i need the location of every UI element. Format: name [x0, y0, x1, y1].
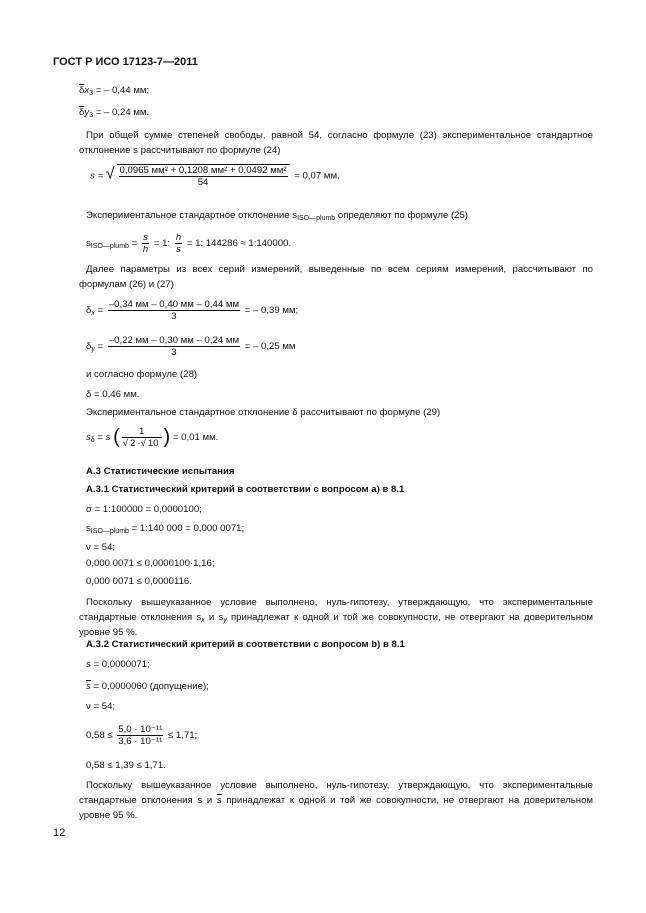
- a32-inequality-2: 0,58 ≤ 1,39 ≤ 1,71.: [86, 760, 166, 771]
- a31-inequality-1: 0,000 0071 ≤ 0,0000100·1,16;: [86, 558, 215, 569]
- formula-24-denominator: 54: [197, 177, 209, 188]
- formula-24-lhs: s =: [90, 170, 104, 182]
- formula-25-result: = 1: 144286 ≈ 1:140000.: [186, 238, 292, 250]
- page-number: 12: [53, 827, 66, 839]
- paragraph-degrees-freedom: При общей сумме степеней свободы, равной 54, согласно формуле (23) экспериментальное стандартное отклонение s рассчитывают по формуле (24): [79, 130, 593, 156]
- formula-29: $s_\delta = s$ ( $\frac{1}{√ 2 \cdot√ 10}$ ) = 0,01 мм.: [86, 426, 219, 449]
- section-a31-heading: А.3.1 Статистический критерий в соответствии с вопросом а) в 8.1: [86, 484, 405, 495]
- formula-27-result: = – 0,25 мм: [244, 341, 296, 353]
- section-a32-heading: А.3.2 Статистический критерий в соответствии с вопросом b) в 8.1: [86, 639, 405, 650]
- paragraph-conclusion-a: Поскольку вышеуказанное условие выполнено, нуль-гипотезу, утверждающую, что экспериментальные стандартные отклонения $s_x$ и $s_y$ принадлежат к одной и той же совокупности, не отвергают на доверительном уровне 95 %.: [79, 597, 593, 638]
- delta-value: δ = 0,46 мм.: [86, 389, 140, 400]
- page-header: ГОСТ Р ИСО 17123-7—2011: [53, 56, 198, 68]
- paragraph-conclusion-b: Поскольку вышеуказанное условие выполнено, нуль-гипотезу, утверждающую, что экспериментальные стандартные отклонения s и $\overline{s}$ принадлежат к одной и той же совокупности, не отвергают на доверительном уровне 95 %.: [79, 780, 594, 821]
- formula-27: $\delta_y$ = $\frac{-0,22 мм - 0,30 мм - 0,24 мм}{3}$ = – 0,25 мм: [86, 335, 296, 358]
- formula-29-result: = 0,01 мм.: [172, 432, 219, 444]
- formula-24-result: = 0,07 мм.: [294, 170, 340, 182]
- paragraph-formula-29: Экспериментальное стандартное отклонение δ рассчитывают по формуле (29): [86, 407, 441, 418]
- section-a3-heading: А.3 Статистические испытания: [86, 466, 235, 477]
- formula-26-result: = – 0,39 мм;: [244, 305, 299, 317]
- formula-26: $\delta_x$ = $\frac{-0,34 мм - 0,40 мм - 0,44 мм}{3}$ = – 0,39 мм;: [86, 299, 299, 322]
- a31-sigma: σ = 1:100000 = 0,0000100;: [86, 504, 202, 515]
- dx3-line: $\overline{\delta}x_3$ = – 0,44 мм;: [79, 85, 150, 97]
- dx3-value: = – 0,44 мм;: [93, 85, 150, 96]
- a31-s-iso: $s_{ISO—plumb}$ = 1:140 000 = 0,000 0071;: [86, 523, 245, 535]
- formula-25: $s_{ISO—plumb}$ = $\frac{s}{h}$ = 1: $\frac{h}{s}$ = 1: 144286 ≈ 1:140000.: [86, 232, 292, 255]
- dy3-value: = – 0,24 мм.: [93, 107, 150, 118]
- a32-inequality-1: 0,58 ≤ $\frac{\text{5,0 · 10⁻¹¹}}{\text{3,6 · 10⁻¹¹}}$ ≤ 1,71;: [86, 724, 198, 747]
- formula-26-numerator: –0,34 мм – 0,40 мм – 0,44 мм: [108, 299, 240, 310]
- paragraph-all-series: Далее параметры из всех серий измерений, выведенные по всем сериям измерений, рассчитывают по формулам (26) и (27): [79, 264, 593, 290]
- formula-25-sub: ISO—plumb: [90, 243, 129, 251]
- dy3-line: $\overline{\delta}y_3$ = – 0,24 мм.: [79, 107, 150, 119]
- paragraph-formula-28: и согласно формуле (28): [86, 369, 198, 380]
- a31-inequality-2: 0,000 0071 ≤ 0,0000116.: [86, 576, 192, 587]
- a32-s: s = 0,0000071;: [86, 659, 150, 670]
- formula-24: s = √ $\frac{\text{0,0965 мм² + 0,1208 мм² + 0,0492 мм²}}{54}$ = 0,07 мм.: [90, 165, 340, 188]
- a31-nu: ν = 54;: [86, 542, 116, 553]
- formula-27-numerator: –0,22 мм – 0,30 мм – 0,24 мм: [108, 335, 240, 346]
- a32-nu: ν = 54;: [86, 701, 116, 712]
- formula-24-numerator: 0,0965 мм² + 0,1208 мм² + 0,0492 мм²: [119, 165, 287, 176]
- paragraph-iso-plumb: Экспериментальное стандартное отклонение $s_{ISO—plumb}$ определяют по формуле (25): [86, 210, 469, 222]
- a32-s-bar: $\overline{s} = 0,0000060$ (допущение);: [86, 681, 209, 692]
